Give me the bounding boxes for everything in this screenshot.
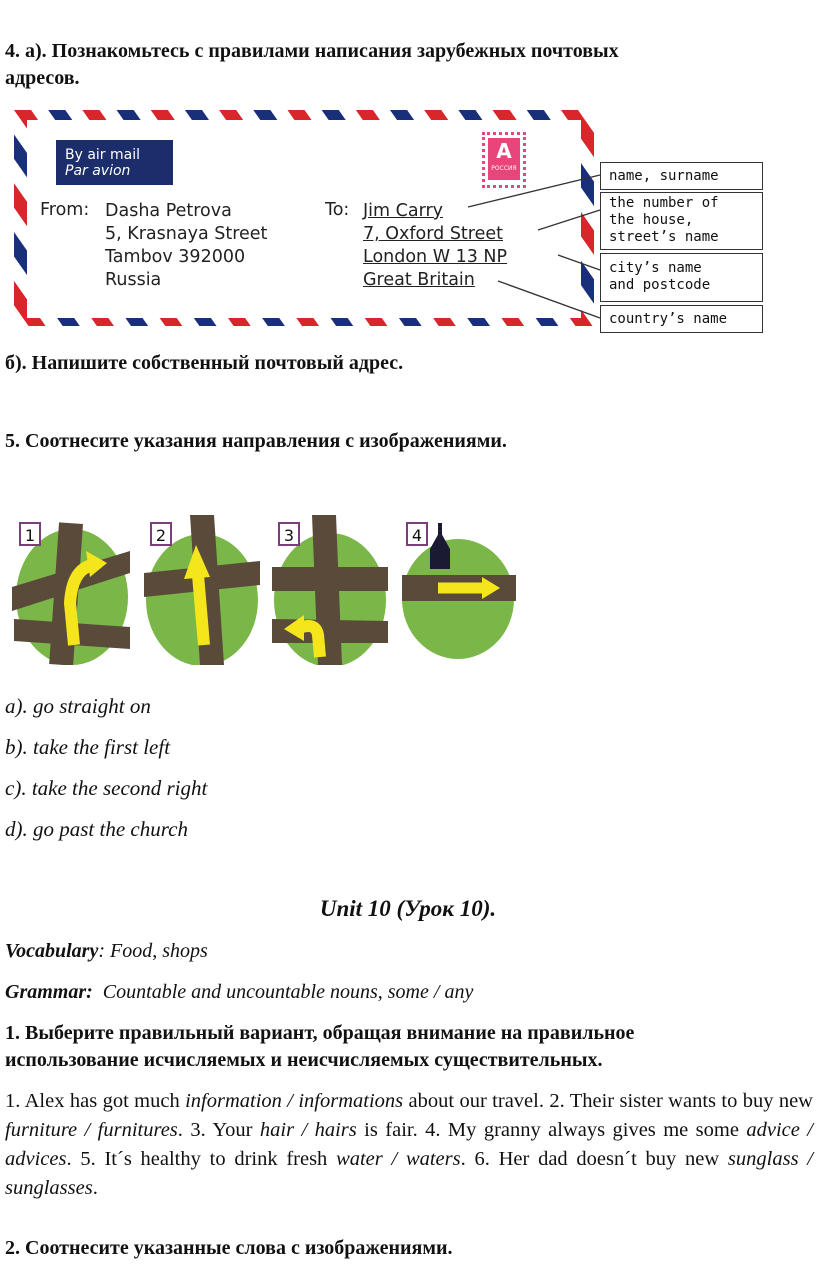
ex1-heading-line2: использование исчисляемых и неисчисляемых существительных. — [5, 1049, 603, 1071]
sentence-text: is fair. 4. My granny always gives me some — [356, 1119, 747, 1141]
choice-pair: advice / advices — [5, 1119, 813, 1170]
label-country — [600, 305, 763, 333]
label-text: the number of — [609, 195, 719, 211]
option-item: d). go past the church — [5, 817, 188, 841]
grammar-label: Grammar: — [5, 981, 93, 1003]
from-line: Dasha Petrova — [105, 201, 232, 221]
label-name-surname — [600, 162, 763, 190]
task4-heading-line1: 4. а). Познакомьтесь с правилами написания зарубежных почтовых — [5, 40, 619, 62]
unit-title: Unit 10 (Урок 10). — [319, 896, 497, 921]
vocabulary-value: : Food, shops — [98, 940, 208, 962]
picture-number: 3 — [278, 522, 300, 546]
ex1-heading — [5, 1020, 634, 1074]
to-line: 7, Oxford Street — [363, 224, 503, 244]
sentence-text: . 3. Your — [177, 1119, 260, 1141]
label-text: the house, — [609, 212, 694, 228]
to-label: To: — [325, 200, 350, 220]
direction-picture-1 — [12, 515, 130, 665]
option-item: a). go straight on — [5, 694, 151, 718]
ex2-heading: 2. Соотнесите указанные слова с изображениями. — [5, 1237, 453, 1259]
label-text: and postcode — [609, 277, 711, 293]
to-line: Great Britain — [363, 270, 475, 290]
direction-picture-3 — [272, 515, 390, 665]
picture-number: 1 — [19, 522, 41, 546]
task4-heading-line2: адресов. — [5, 67, 80, 89]
option-item: c). take the second right — [5, 776, 208, 800]
grammar-value: Countable and uncountable nouns, some / any — [102, 981, 474, 1003]
choice-pair: sunglass / sunglasses — [5, 1148, 813, 1199]
choice-pair: furniture / furnitures — [5, 1119, 178, 1141]
sentence-text: about our travel. 2. Their sister wants to buy new — [403, 1090, 813, 1112]
direction-picture-4 — [400, 515, 518, 665]
vocabulary-line — [5, 940, 208, 963]
label-text: country’s name — [609, 311, 728, 327]
stamp-letter: A — [496, 139, 512, 163]
from-line: Russia — [105, 270, 162, 290]
vocabulary-label: Vocabulary — [5, 940, 99, 962]
airmail-line2: Par avion — [65, 163, 131, 179]
task5-heading: 5. Соотнесите указания направления с изображениями. — [5, 430, 507, 452]
sentence-text: 1. Alex has got much — [5, 1090, 186, 1112]
label-city-postcode — [600, 253, 763, 302]
airmail-line1: By air mail — [65, 147, 141, 163]
ex1-heading-line1: 1. Выберите правильный вариант, обращая внимание на правильное — [5, 1022, 635, 1044]
task4b-heading: б). Напишите собственный почтовый адрес. — [5, 352, 404, 374]
from-line: Tambov 392000 — [105, 247, 246, 267]
to-line: Jim Carry — [363, 201, 444, 221]
choice-pair: water / waters — [336, 1148, 461, 1170]
grammar-line — [5, 981, 473, 1004]
label-text: city’s name — [609, 260, 702, 276]
label-text: name, surname — [609, 168, 719, 184]
choice-pair: information / informations — [185, 1090, 404, 1112]
picture-number: 2 — [150, 522, 172, 546]
stamp-text: РОССИЯ — [491, 165, 517, 172]
ex1-sentences — [5, 1087, 813, 1203]
sentence-text: . 6. Her dad doesn´t buy new — [460, 1148, 728, 1170]
option-item: b). take the first left — [5, 735, 171, 759]
label-house-street — [600, 192, 763, 250]
from-line: 5, Krasnaya Street — [105, 224, 268, 244]
label-text: street’s name — [609, 229, 719, 245]
to-line: London W 13 NP — [363, 247, 508, 267]
direction-options — [5, 686, 207, 850]
sentence-text: . 5. It´s healthy to drink fresh — [66, 1148, 337, 1170]
choice-pair: hair / hairs — [259, 1119, 357, 1141]
picture-number: 4 — [406, 522, 428, 546]
from-label: From: — [40, 200, 90, 220]
sentence-text: . — [92, 1177, 98, 1199]
direction-picture-2 — [144, 515, 262, 665]
